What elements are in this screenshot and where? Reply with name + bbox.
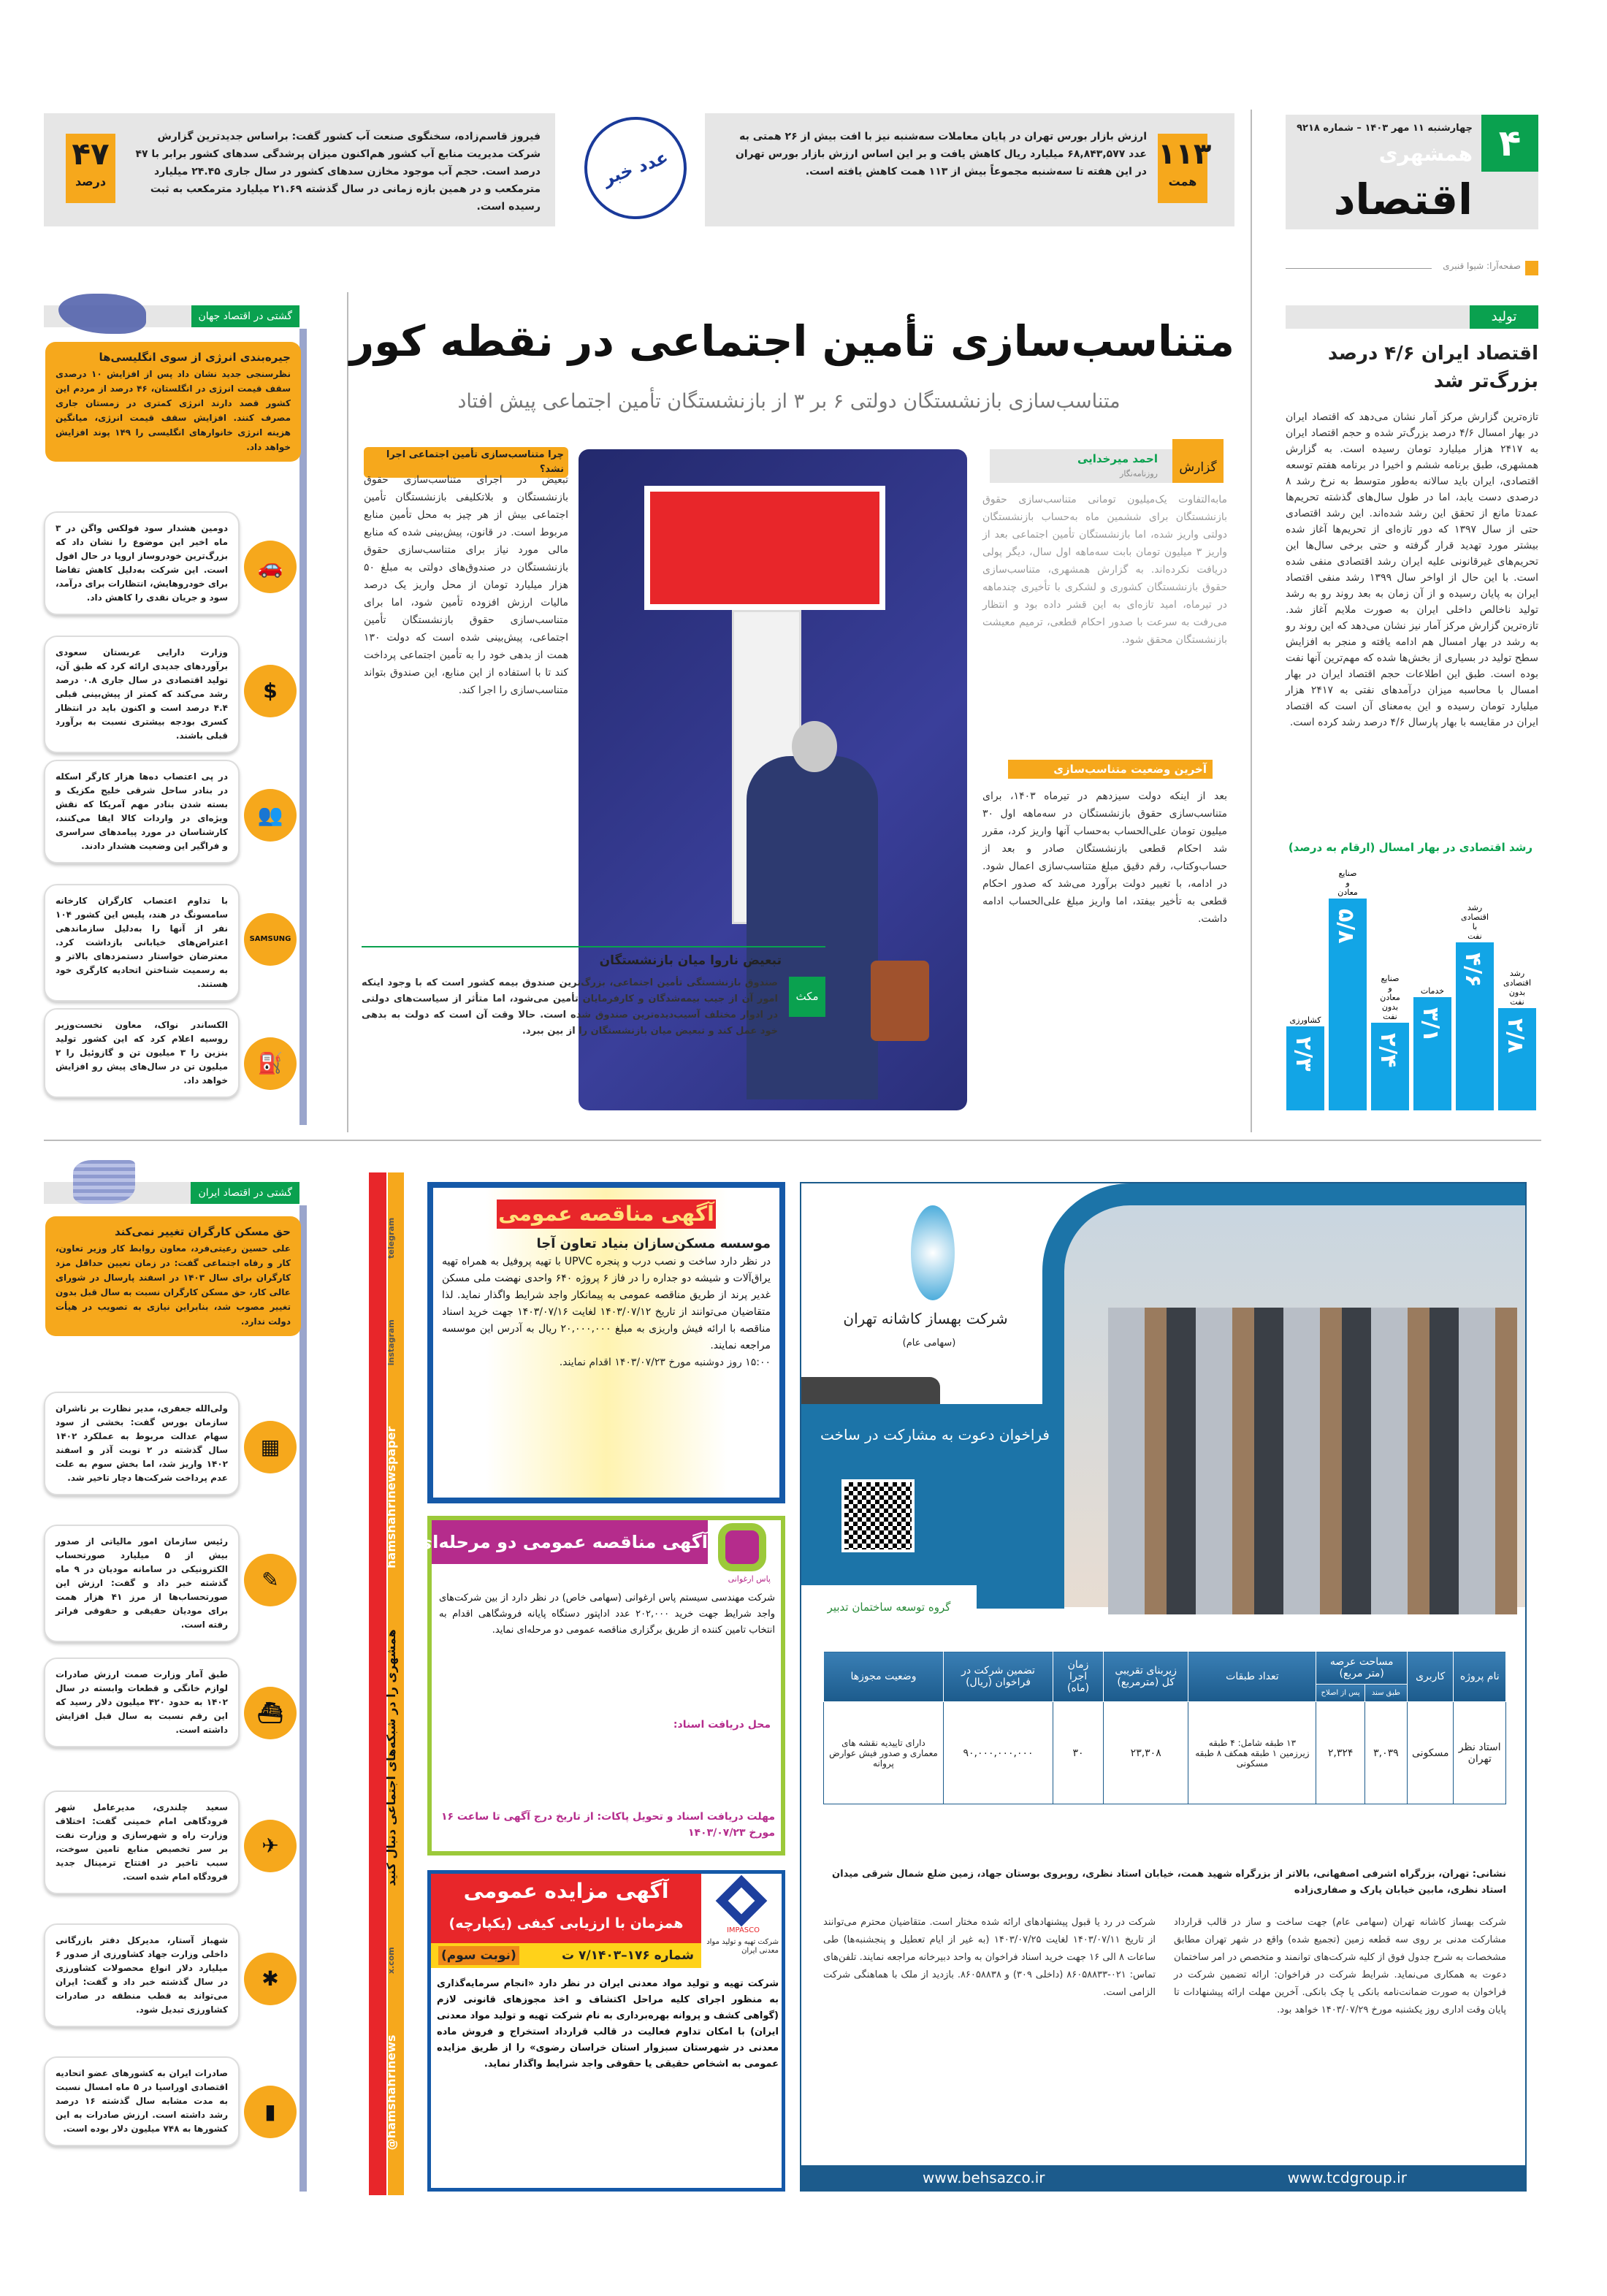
world-section-header (44, 305, 299, 327)
stamp-text: عدد خبر (600, 146, 671, 190)
calculator-icon: ▦ (244, 1421, 297, 1473)
car-icon: 🚗 (244, 541, 297, 593)
behsaz-address: نشانی: تهران، بزرگراه اشرفی اصفهانی، بالاتر از بزرگراه شهید همت، خیابان استاد نظری، روبروی بوستان جهاد، زمین ضلع شمال شرقی میدان استاد نظری، مابین خیابان پارک و صفاری‌زاده (832, 1869, 1506, 1896)
box-discrimination (362, 946, 825, 1107)
section-tag-bar (1286, 305, 1538, 329)
author-name: احمد میرخدایی (1077, 452, 1158, 465)
report-body: مابه‌التفاوت یک‌میلیون تومانی متناسب‌سازی حقوق بازنشستگان برای ششمین ماه به‌حساب بازنشستگان دولتی واریز شده، اما بازنشستگان تأمین اجتماعی بعد از واریز ۳ میلیون تومان بابت سه‌ماهه اول سال، دیگر پولی دریافت نکرده‌اند. به گزارش همشهری، متناسب‌سازی حقوق بازنشستگان کشوری و لشکری با تأخیری چندماهه در تیرماه، امید تازه‌ای به این قشر داده بود و انتظار می‌رفت به سرعت با صدور احکام قطعی، ترمیم معیشت بازنشستگان محقق شود. (982, 494, 1227, 646)
cell: ۹۰,۰۰۰,۰۰۰,۰۰۰ (943, 1702, 1053, 1804)
news-brief (44, 1008, 240, 1098)
right-article-body: تازه‌ترین گزارش مرکز آمار نشان می‌دهد که اقتصاد ایران در بهار امسال ۴/۶ درصد بزرگ‌تر شده و حجم اقتصاد ایران به ۲۴۱۷ هزار میلیارد تومان رسیده است. به گزارش همشهری، طبق برنامه ششم و اخیرا در برنامه هفتم توسعه اقتصادی، ایران باید سالانه به‌طور متوسط به نرخ رشد ۸ درصدی دست یابد، اما در طول سال‌های گذشته تحریم‌ها عمدتا مانع از تحقق این رشد شده‌اند. این رشد اقتصادی حتی از سال ۱۳۹۷ که دور تازه‌ای از تحریم‌ها آغاز شده بیشتر مورد تهدید قرار گرفته و حتی برخی سال‌ها این تحریم‌های غیرقانونی علیه ایران رشد اقتصادی منفی شده است. با این حال از اواخر سال ۱۳۹۹ رشد منفی اقتصاد ایران به پایان رسیده و از آن زمان به بعد روند رو به رشد تولید ناخالص داخلی ایران به صورت ملایم آغاز شد. تازه‌ترین گزارش مرکز آمار نیز نشان می‌دهد که این روند رو به رشد در بهار امسال هم ادامه یافته و منجر به افزایش سطح تولید در بسیاری از بخش‌ها شده که مهم‌ترین آنها نفت بوده است. طبق این اطلاعات حجم اقتصاد ایران در بهار امسال با محاسبه میزان درآمدهای نفتی به ۲۴۱۷ هزار میلیارد تومان رسیده و این به‌معنای آن است که اقتصاد ایران در مقایسه با بهار پارسال ۴/۶ درصد رشد کرده است. (1286, 411, 1538, 728)
stat-unit: درصد (75, 175, 107, 188)
report-tag (1172, 439, 1224, 483)
chart-title: رشد اقتصادی در بهار امسال (ارقام به درصد) (1286, 840, 1532, 855)
column-divider (347, 292, 348, 1132)
social-instagram[interactable]: instagram (386, 1319, 396, 1366)
samsung-icon: SAMSUNG (244, 913, 297, 966)
website-link[interactable]: www.tcdgroup.ir (1287, 2169, 1407, 2186)
report-tag-text: گزارش (1179, 460, 1217, 475)
behsaz-banner-text: فراخوان دعوت به مشارکت در ساخت (820, 1426, 1050, 1443)
news-brief (44, 1392, 240, 1495)
ad-behsaz (800, 1182, 1527, 2192)
news-brief-text: در پی اعتصاب ده‌ها هزار کارگر اسکله در بنادر ساحل شرقی خلیج مکزیک و بسته شدن بنادر مهم آمریکا که نقش ویژه‌ای در واردات کالا ایفا می‌کنند، کارشناسان در مورد پیامدهای سراسری و فراگیر این وضعیت هشدار دادند. (56, 771, 228, 851)
cell: استاد نظر تهران (1454, 1702, 1506, 1804)
section-title: اقتصاد (1333, 175, 1473, 224)
ad-deadline: مهلت دریافت اسناد و تحویل پاکات: از تاریخ درج آگهی تا ساعت ۱۶ مورخ ۱۴۰۳/۰۷/۲۳ (440, 1811, 775, 1839)
stat-box-bourse (705, 113, 1234, 226)
bar-value-label: ۳/۱ (1418, 1007, 1443, 1042)
auction-company: شرکت تهیه و تولید مواد معدنی ایران (706, 1938, 779, 1955)
right-headline: اقتصاد ایران ۴/۶ درصد بزرگ‌تر شد (1327, 343, 1538, 392)
stamp-logo (570, 102, 701, 233)
ship-icon: ⛴ (244, 1687, 297, 1739)
page-number-box (1481, 115, 1538, 172)
latest-body: بعد از اینکه دولت سیزدهم در تیرماه ۱۴۰۳، برای متناسب‌سازی حقوق بازنشستگان در سه‌ماهه اول ۳۰ میلیون تومان علی‌الحساب به‌حساب آنها واریز کرد، مقرر شد احکام قطعی بازنشستگان صادر و بعد از حساب‌وکتاب، رقم دقیق مبلغ متناسب‌سازی اعمال شود. در ادامه، با تغییر دولت برآورد می‌شد که صدور احکام قطعی به تأخیر بیفتد، اما واریز مبلغ علی‌الحساب ادامه داشت. (982, 790, 1227, 925)
behsaz-footer (801, 2165, 1527, 2190)
byline-box (990, 449, 1216, 483)
social-telegram[interactable]: telegram (386, 1217, 396, 1259)
subhead-latest: آخرین وضعیت متناسب‌سازی (1008, 760, 1213, 779)
box-body: صندوق بازنشستگی تأمین اجتماعی، بزرگ‌ترین صندوق بیمه کشور است که با وجود اینکه امور آن از جیب بیمه‌شدگان و کارفرمایان تأمین می‌شود، اما متأثر از سیاست‌های دولتی در ادوار مختلف آسیب‌دیده‌ترین صندوق شده است. حالا وقت آن است که دولت به بدهی خود عمل کند و تبعیض میان بازنشستگان را از بین ببرد. (362, 977, 778, 1037)
auction-number: شماره ۱۷۶–۷/۱۴۰۳ ت (562, 1948, 694, 1963)
news-brief-text: الکساندر نواک، معاون نخست‌وزیر روسیه اعلام کرد که این کشور تولید بنزین را ۳ میلیون تن و گازوئیل را ۲ میلیون تن در سال‌های پیش رو افزایش خواهد داد. (56, 1020, 228, 1086)
bar-category-label: خدمات (1420, 986, 1445, 996)
behsaz-company-name: شرکت بهساز کاشانه تهران (843, 1310, 1008, 1327)
ad-title: آگهی مزایده عمومی (463, 1879, 669, 1903)
bar-value-label: ۵/۸ (1333, 909, 1359, 944)
iran-lead-body: علی حسین رعیتی‌فرد، معاون روابط کار وزیر تعاون، کار و رفاه اجتماعی گفت: در زمان تعیین حداقل مزد کارگران برای سال ۱۴۰۳ در اسفند پارسال در شورای عالی کار، حق مسکن کارگران نسبت به سال قبل بدون تغییر مصوب شد، بنابراین نیازی به تصویب در هیأت دولت ندارد. (56, 1243, 291, 1327)
document-pen-icon: ✎ (244, 1554, 297, 1606)
th-project-name: نام پروژه (1454, 1652, 1506, 1702)
ad-org: موسسه مسکن‌سازان بنیاد تعاون آجا (536, 1236, 771, 1251)
stat-number: ۱۱۳ (1158, 137, 1212, 171)
money-bag-icon: $ (244, 665, 297, 717)
auction-title-banner (431, 1874, 701, 1943)
world-lead-box (45, 342, 301, 462)
man-head (792, 721, 837, 772)
news-brief (44, 1525, 240, 1642)
column-divider (1251, 110, 1252, 1132)
stat-badge (66, 134, 115, 203)
masthead (1286, 115, 1538, 229)
news-brief (44, 511, 240, 615)
news-brief (44, 884, 240, 1002)
ad-deadline: ۱۵:۰۰ روز دوشنبه مورخ ۱۴۰۳/۰۷/۲۳ اقدام نمایند. (559, 1357, 771, 1368)
behsaz-banner (801, 1404, 1064, 1609)
website-link[interactable]: www.behsazco.ir (923, 2169, 1045, 2186)
news-brief-text: رئیس سازمان امور مالیاتی از صدور بیش از ۵ میلیارد صورتحساب الکترونیکی در سامانه مودیان در ۹ ماه گذشته خبر داد و گفت: ارزش این صورتحساب‌ها از مرز ۴۱ هزار همت برای مودیان حقیقی و حقوقی فراتر رفته است. (56, 1536, 229, 1630)
dark-band (801, 1377, 940, 1404)
news-brief (44, 636, 240, 753)
gas-can-icon: ⛽ (244, 1037, 297, 1090)
behsaz-company-type: (سهامی عام) (902, 1338, 956, 1349)
ad-body: در نظر دارد ساخت و نصب درب و پنجره UPVC با تهیه پروفیل به همراه تهیه یراق‌آلات و شیشه دو جداره را در فاز ۶ پروژه ۶۴۰ واحدی نهضت ملی مسکن غدیر پرند از طریق مناقصه عمومی به پیمانکار واجد شرایط واگذار نماید. لذا متقاضیان می‌توانند از تاریخ ۱۴۰۳/۰۷/۱۲ لغایت ۱۴۰۳/۰۷/۱۶ جهت خرید اسناد مناقصه با ارائه فیش واریزی به مبلغ ۲۰,۰۰۰,۰۰۰ ریال به آدرس این موسسه مراجعه نمایند. (442, 1256, 771, 1351)
iran-map-icon (73, 1160, 135, 1204)
airplane-icon: ✈ (244, 1820, 297, 1872)
cell: ۱۳ طبقه شامل: ۴ طبقه زیرزمین ۱ طبقه همکف ۸ طبقه مسکونی (1188, 1702, 1316, 1804)
bar-category-label: کشاورزی (1289, 1015, 1321, 1025)
news-brief-text: ولی‌الله جعفری، مدیر نظارت بر ناشران سازمان بورس گفت: بخشی از سود سهام عدالت مربوط به عملکرد ۱۴۰۲ سال گذشته در ۲ نوبت آذر و اسفند ۱۴۰۲ واریز شد، اما بخش سوم به علت عدم پرداخت شرکت‌ها دچار تاخیر شد. (56, 1403, 228, 1483)
briefcase (871, 961, 929, 1041)
news-brief (44, 760, 240, 863)
impasco-logo-text: IMPASCO (726, 1926, 760, 1934)
box-kicker: مکث (789, 977, 825, 1017)
date-line: چهارشنبه ۱۱ مهر ۱۴۰۳ – شماره ۹۲۱۸ (1297, 123, 1473, 134)
behsaz-logo-icon (911, 1205, 955, 1300)
world-lead-title: جیره‌بندی انرژی از سوی انگلیسی‌ها (99, 351, 291, 364)
bar-value-label: ۲/۸ (1503, 1018, 1528, 1053)
author-role: روزنامه‌نگار (1120, 469, 1158, 478)
wheat-icon: ✱ (244, 1953, 297, 2005)
social-slogan: همشهری را در شبکه‌های اجتماعی دنبال کنید (383, 1629, 398, 1886)
social-x[interactable]: x.com (386, 1947, 396, 1975)
layout-credit (1286, 259, 1538, 277)
th-duration: زمان اجرا (ماه) (1053, 1652, 1104, 1702)
th-after-correction: پس از اصلاح (1316, 1685, 1364, 1702)
ad-body: شرکت مهندسی سیستم پاس ارغوانی (سهامی خاص) در نظر دارد از بین شرکت‌های واجد شرایط جهت خرید ۲۰۲,۰۰۰ عدد اداپتور دستگاه پایانه فروشگاهی اقدام به انتخاب تامین کننده از طریق برگزاری مناقصه عمومی دو مرحله‌ای نماید. (439, 1593, 776, 1636)
news-brief (44, 2056, 240, 2146)
bar-value-label: ۲/۳ (1291, 1037, 1316, 1072)
paper-logo: همشهری (1378, 142, 1473, 166)
news-brief (44, 1658, 240, 1747)
ad-subtitle: همزمان با ارزیابی کیفی (یکپارچه) (448, 1915, 684, 1931)
bar-value-label: ۴/۶ (1460, 953, 1486, 988)
page-number: ۴ (1498, 122, 1522, 164)
layout-credit-text: صفحه‌آرا: شیوا قنبری (1443, 261, 1521, 271)
column-body: تبعیض در اجرای متناسب‌سازی حقوق بازنشستگان و بلاتکلیفی بازنشستگان تأمین اجتماعی بیش از هر چیز به محل تأمین منابع مربوط است. در قانون، پیش‌بینی شده که منابع مالی مورد نیاز برای متناسب‌سازی حقوق بازنشستگان در صندوق‌های دولتی به مبلغ ۵۰ هزار میلیارد تومان از محل واریز یک درصد مالیات ارزش افزوده تأمین شود، اما برای متناسب‌سازی حقوق بازنشستگان تأمین اجتماعی، پیش‌بینی شده است که دولت ۱۳۰ همت از بدهی خود را به تأمین اجتماعی پرداخت کند تا با استفاده از این منابع، این صندوق بتواند متناسب‌سازی را اجرا کند. (364, 474, 568, 696)
qr-code (841, 1479, 915, 1552)
news-brief-text: وزارت دارایی عربستان سعودی برآوردهای جدیدی ارائه کرد که طبق آن، تولید اقتصادی در سال جاری ۰.۸ درصد رشد می‌کند که کمتر از پیش‌بینی قبلی ۴.۴ درصد است و اکنون باید در انتظار کسری بودجه بیشتری نسبت به برآورد قبلی باشند. (56, 647, 228, 741)
social-handle[interactable]: @hamshahrinews (383, 2034, 398, 2151)
th-permits: وضعیت مجوزها (824, 1652, 944, 1702)
timeline-spine (299, 1205, 307, 2192)
workers-icon: 👥 (244, 789, 297, 842)
cell: مسکونی (1407, 1702, 1454, 1804)
iran-section-header (44, 1182, 299, 1204)
impasco-logo-icon (716, 1875, 768, 1927)
th-usage: کاربری (1407, 1652, 1454, 1702)
growth-bar-chart (1282, 862, 1541, 1118)
stat-box-water (44, 113, 555, 226)
project-table (823, 1651, 1506, 1804)
behsaz-terms-right: شرکت بهساز کاشانه تهران (سهامی عام) جهت ساخت و ساز در قالب قرارداد مشارکت مدنی بر روی سه قطعه زمین (تجمیع شده) واقع در شهر تهران مطابق مشخصات به شرح جدول فوق از کلیه شرکت‌های توانمند و متخصص در امر ساختمان دعوت به همکاری می‌نماید. شرایط شرکت در فراخوان: ارائه تضمین شرکت در فراخوان به صورت ضمانت‌نامه بانکی یا چک بانکی. آخرین مهلت ارائه پیشنهادات تا پایان وقت اداری روز یکشنبه مورخ ۱۴۰۳/۰۷/۲۹ خواهد بود. (1174, 1917, 1506, 2015)
main-headline: متناسب‌سازی تأمین اجتماعی در نقطه کور (349, 316, 1234, 366)
stat-text: فیروز قاسم‌زاده، سخنگوی صنعت آب کشور گفت: براساس جدیدترین گزارش شرکت مدیریت منابع آب کشور هم‌اکنون میزان پرشدگی سدهای کشور برابر با ۴۷ درصد است. حجم آب موجود مخازن سدهای کشور در سال جاری ۲۴.۴۵ میلیارد مترمکعب و در همین بازه زمانی در سال گذشته ۲۱.۶۹ میلیارد مترمکعب به ثبت رسیده است. (135, 131, 541, 213)
main-subheadline: متناسب‌سازی بازنشستگان دولتی ۶ بر ۳ از بازنشستگان تأمین اجتماعی پیش افتاد (457, 390, 1121, 413)
ad-title: آگهی مناقصه عمومی (497, 1200, 716, 1229)
th-guarantee: تضمین شرکت در فراخوان (ریال) (943, 1652, 1053, 1702)
cell: ۲۳,۳۰۸ (1104, 1702, 1188, 1804)
ad-receive-label: محل دریافت اسناد: (673, 1719, 771, 1731)
world-map-icon (58, 294, 146, 334)
social-strip (362, 1172, 407, 2195)
th-per-deed: طبق سند (1364, 1685, 1407, 1702)
credit-marker-icon (1525, 261, 1538, 275)
th-land-area: مساحت عرصه (متر مربع) (1316, 1652, 1408, 1685)
bar-value-label: ۲/۴ (1375, 1033, 1401, 1068)
ad-title: آگهی مناقصه عمومی دو مرحله‌ای (432, 1520, 708, 1564)
th-floors: تعداد طبقات (1188, 1652, 1316, 1702)
behsaz-terms-left: شرکت در رد یا قبول پیشنهادهای ارائه شده مختار است. متقاضیان محترم می‌توانند از تاریخ ۱۴۰۳/۰۷/۱۱ لغایت ۱۴۰۳/۰۷/۲۵ (به غیر از ایام تعطیل و پنجشنبه‌ها) طی ساعات ۸ الی ۱۶ جهت خرید اسناد فراخوان به واحد دبیرخانه مراجعه نمایند. تلفن‌های تماس: ۰۲۱-۸۶۰۵۸۸۳۳ (داخلی ۳۰۹) و ۸۶۰۵۸۸۳۸. بازدید از ملک با هماهنگی شرکت الزامی است. (823, 1917, 1156, 1998)
auction-number-bar (431, 1943, 701, 1968)
building-photo (1042, 1183, 1527, 1607)
cell: ۳,۰۳۹ (1364, 1702, 1407, 1804)
cell: ۲,۳۲۴ (1316, 1702, 1364, 1804)
iran-lead-title: حق مسکن کارگران تغییر نمی‌کند (114, 1225, 291, 1238)
ad-tender-aja (427, 1182, 785, 1503)
column-kicker: چرا متناسب‌سازی تأمین اجتماعی اجرا نشد؟ (364, 447, 568, 478)
red-sign (644, 486, 885, 610)
page-divider (44, 1140, 1541, 1141)
news-brief-text: دومین هشدار سود فولکس واگن در ۳ ماه اخیر این موضوع را نشان داد که بزرگ‌ترین خودروساز اروپا در حال افول است. این شرکت به‌دلیل کاهش تقاضا برای خودروهایش، انتظارات برای درآمد، سود و جریان نقدی را کاهش داد. (56, 523, 228, 603)
ad-body: شرکت تهیه و تولید مواد معدنی ایران در نظر دارد «انجام سرمایه‌گذاری به منظور اجرای کلیه مراحل اکتشاف و اخذ مجوزهای قانونی لازم (گواهی کشف و پروانه بهره‌برداری به نام شرکت تهیه و تولید مواد معدنی ایران) با امکان تداوم فعالیت در قالب قرارداد استخراج و فروش ماده معدنی در شهرستان سبزوار استان خراسان رضوی» را از طریق مزایده عمومی به اشخاص حقیقی یا حقوقی واجد شرایط واگذار نماید. (437, 1978, 779, 2070)
ad-auction-impasco (427, 1870, 785, 2192)
stat-text: ارزش بازار بورس تهران در پایان معاملات سه‌شنبه نیز با افت بیش از ۲۶ همتی به عدد ۶۸,۸۴۳,۵۷۷ میلیارد ریال کاهش یافت و بر این اساس ارزش بازار بورس تهران در این هفته تا سه‌شنبه مجموعاً بیش از ۱۱۳ همت کاهش یافته است. (735, 131, 1147, 178)
social-newspaper[interactable]: hamshahrinewspaper (383, 1426, 398, 1568)
stat-badge (1158, 134, 1212, 203)
pas-logo-icon (718, 1523, 766, 1571)
news-brief-text: سعید چلندری، مدیرعامل شهر فرودگاهی امام خمینی گفت: اختلاف وزارت راه و شهرسازی و وزارت نفت بر سر تخصیص منابع تامین سوخت، سبب تاخیر در افتتاح ترمینال جدید فرودگاه امام شده است. (56, 1802, 228, 1882)
news-brief (44, 1790, 240, 1894)
news-brief-text: شهباز آستار، مدیرکل دفتر بازرگانی داخلی وزارت جهاد کشاورزی از صدور ۶ میلیارد دلار انواع محصولات کشاورزی در سال گذشته خبر داد و گفت: ایران می‌تواند به قطب منطقه در صادرات کشاورزی تبدیل شود. (56, 1935, 228, 2015)
pas-logo-text: پاس ارغوانی (728, 1574, 771, 1584)
th-built-area: زیربنای تقریبی کل (مترمربع) (1104, 1652, 1188, 1702)
news-brief-text: طبق آمار وزارت صمت ارزش صادرات لوازم خانگی و قطعات وابسته در سال ۱۴۰۲ به حدود ۴۲۰ میلیون دلار رسید که این رقم نسبت به سال قبل افزایش داشته است. (56, 1669, 228, 1735)
iran-section-tag: گشتی در اقتصاد ایران (191, 1182, 299, 1204)
news-brief-text: صادرات ایران به کشورهای عضو اتحادیه اقتصادی اوراسیا در ۵ ماه امسال نسبت به مدت مشابه سال گذشته ۱۶ درصد رشد داشته است. ارزش صادرات به این کشورها به ۷۴۸ میلیون دلار بوده است. (56, 2068, 228, 2134)
bar-category-label: صنایع و معادن (1337, 869, 1358, 897)
stat-unit: همت (1168, 175, 1197, 188)
table-row (824, 1702, 1506, 1804)
stat-number: ۴۷ (72, 136, 110, 172)
bar-category-label: صنایع و معادن بدون نفت (1380, 974, 1400, 1021)
box-title: تبعیض ناروا میان بازنشستگان (599, 953, 782, 968)
bar-category-label: رشد اقتصادی با نفت (1460, 903, 1489, 941)
world-section-tag: گشتی در اقتصاد جهان (191, 305, 300, 327)
world-lead-body: نظرسنجی جدید نشان داد پس از افزایش ۱۰ درصدی سقف قیمت انرژی در انگلستان، ۴۶ درصد از مردم این کشور قصد دارند انرژی کمتری در زمستان جاری مصرف کنند. افزایش سقف قیمت انرژی، میانگین هزینه انرژی خانوارهای انگلیسی را ۱۴۹ پوند افزایش خواهد داد. (56, 369, 291, 452)
iran-lead-box (45, 1216, 301, 1336)
auction-round: (نوبت سوم) (438, 1946, 519, 1965)
news-brief-text: با تداوم اعتصاب کارگران کارخانه سامسونگ در هند، پلیس این کشور ۱۰۴ نفر از آنها را به‌دلیل سازماندهی اعتراض‌های خیابانی بازداشت کرد. معترضان خواستار دستمزدهای بالاتر و به رسمیت شناختن اتحادیه کارگری خود هستند. (56, 896, 228, 989)
ad-tender-pas (416, 1516, 785, 1856)
bar-category-label: رشد اقتصادی بدون نفت (1503, 969, 1532, 1007)
cell: ۳۰ (1053, 1702, 1104, 1804)
social-vertical-text (376, 1187, 405, 2181)
section-tag: تولید (1470, 305, 1538, 329)
building-facade (1108, 1308, 1517, 1614)
cell: دارای تاییدیه نقشه های معماری و صدور فیش عوارض پروانه (824, 1702, 944, 1804)
bar-chart-icon: ▮ (244, 2086, 297, 2138)
partner-logo-text: گروه توسعه ساختمان تدبیر (801, 1585, 977, 1644)
news-brief (44, 1923, 240, 2027)
